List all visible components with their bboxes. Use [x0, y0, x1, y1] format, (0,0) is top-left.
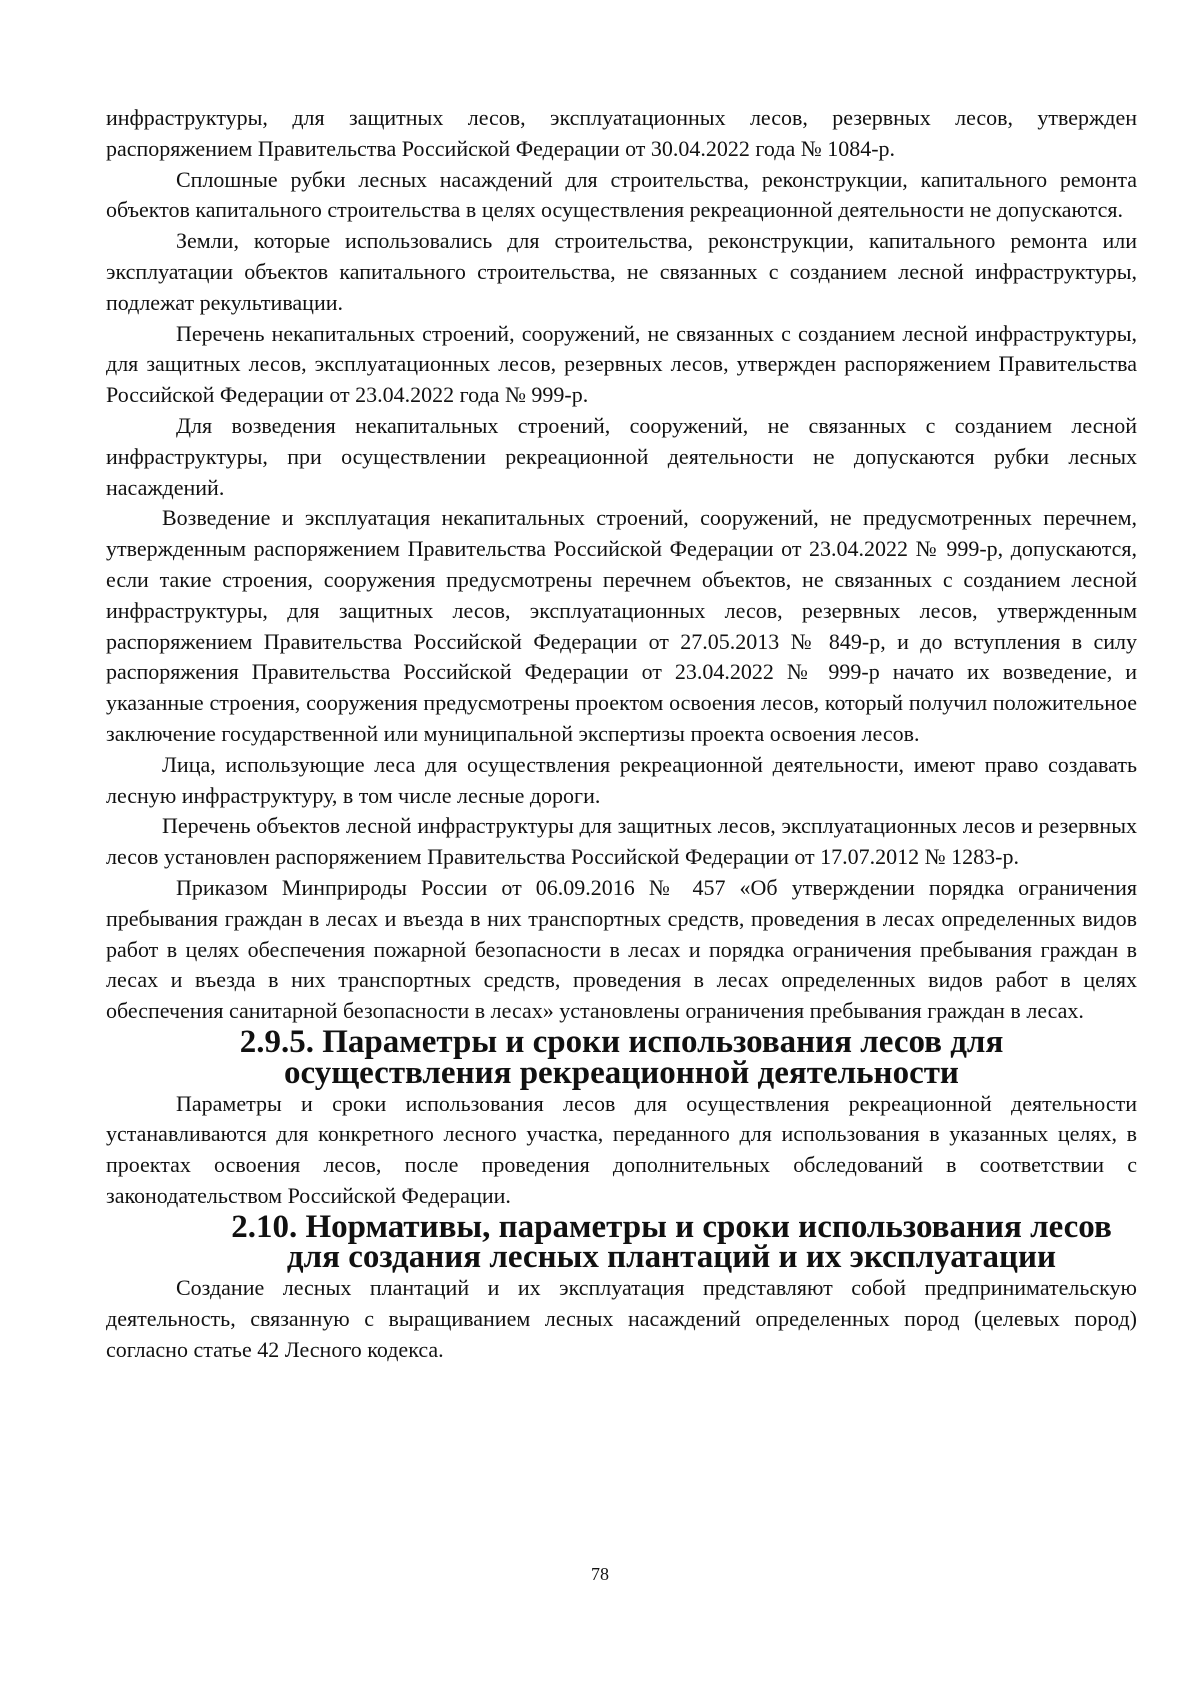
paragraph-infrastructure-right: Лица, использующие леса для осуществления рекреационной деятельности, имеют право создавать лесную инфраструктуру, в том числе лесные дороги. [106, 751, 1137, 808]
section-heading-2-9-5: 2.9.5. Параметры и сроки использования лесов для осуществления рекреационной деятельности [239, 1023, 1004, 1091]
section-heading-2-10: 2.10. Нормативы, параметры и сроки использования лесов для создания лесных плантаций и их эксплуатации [231, 1208, 1112, 1276]
paragraph-noncapital-list: Перечень некапитальных строений, сооружений, не связанных с созданием лесной инфраструктуры, для защитных лесов, эксплуатационных лесов, резервных лесов, утвержден распоряжением Правительства Российской Федерации от 23.04.2022 года № 999-р. [106, 320, 1137, 408]
paragraph-land-recultivation: Земли, которые использовались для строительства, реконструкции, капитального ремонта или эксплуатации объектов капитального строительства, не связанных с созданием лесной инфраструктуры, подлежат рекультивации. [106, 228, 1137, 315]
paragraph-noncapital-cutting: Для возведения некапитальных строений, сооружений, не связанных с созданием лесной инфраструктуры, при осуществлении рекреационной деятельности не допускаются рубки лесных насаждений. [106, 412, 1137, 500]
paragraph-construction-exceptions: Возведение и эксплуатация некапитальных строений, сооружений, не предусмотренных перечнем, утвержденным распоряжением Правительства Российской Федерации от 23.04.2022 № 999-р, допускаются, если такие строения, сооружения предусмотрены перечнем объектов, не связанных с созданием лесной инфраструктуры, для защитных лесов, эксплуатационных лесов, резервных лесов, утвержденным распоряжением Правительства Российской Федерации от 27.05.2013 № 849-р, и до вступления в силу распоряжения Правительства Российской Федерации от 23.04.2022 № 999-р начато их возведение, и указанные строения, сооружения предусмотрены проектом освоения лесов, который получил положительное заключение государственной или муниципальной экспертизы проекта освоения лесов. [106, 505, 1137, 746]
paragraph-plantations: Создание лесных плантаций и их эксплуатация представляют собой предпринимательскую деятельность, связанную с выращиванием лесных насаждений определенных пород (целевых пород) согласно статье 42 Лесного кодекса. [106, 1275, 1137, 1362]
paragraph-order-457: Приказом Минприроды России от 06.09.2016 № 457 «Об утверждении порядка ограничения пребывания граждан в лесах и въезда в них транспортных средств, проведения в лесах определенных видов работ в целях обеспечения пожарной безопасности в лесах и порядка ограничения пребывания граждан в лесах и въезда в них транспортных средств, проведения в лесах определенных видов работ в целях обеспечения санитарной безопасности в лесах» установлены ограничения пребывания граждан в лесах. [106, 874, 1137, 1024]
page-number: 78 [591, 1564, 609, 1584]
paragraph-recreation-parameters: Параметры и сроки использования лесов для осуществления рекреационной деятельности устанавливаются для конкретного лесного участка, переданного для использования в указанных целях, в проектах освоения лесов, после проведения дополнительных обследований в соответствии с законодательством Российской Федерации. [106, 1090, 1137, 1208]
paragraph-continuation: инфраструктуры, для защитных лесов, эксплуатационных лесов, резервных лесов, утвержден распоряжением Правительства Российской Федерации от 30.04.2022 года № 1084-р. [106, 105, 1137, 161]
paragraph-clear-cutting: Сплошные рубки лесных насаждений для строительства, реконструкции, капитального ремонта объектов капитального строительства в целях осуществления рекреационной деятельности не допускаются. [106, 166, 1137, 223]
paragraph-infrastructure-list: Перечень объектов лесной инфраструктуры для защитных лесов, эксплуатационных лесов и резервных лесов установлен распоряжением Правительства Российской Федерации от 17.07.2012 № 1283-р. [106, 813, 1137, 870]
